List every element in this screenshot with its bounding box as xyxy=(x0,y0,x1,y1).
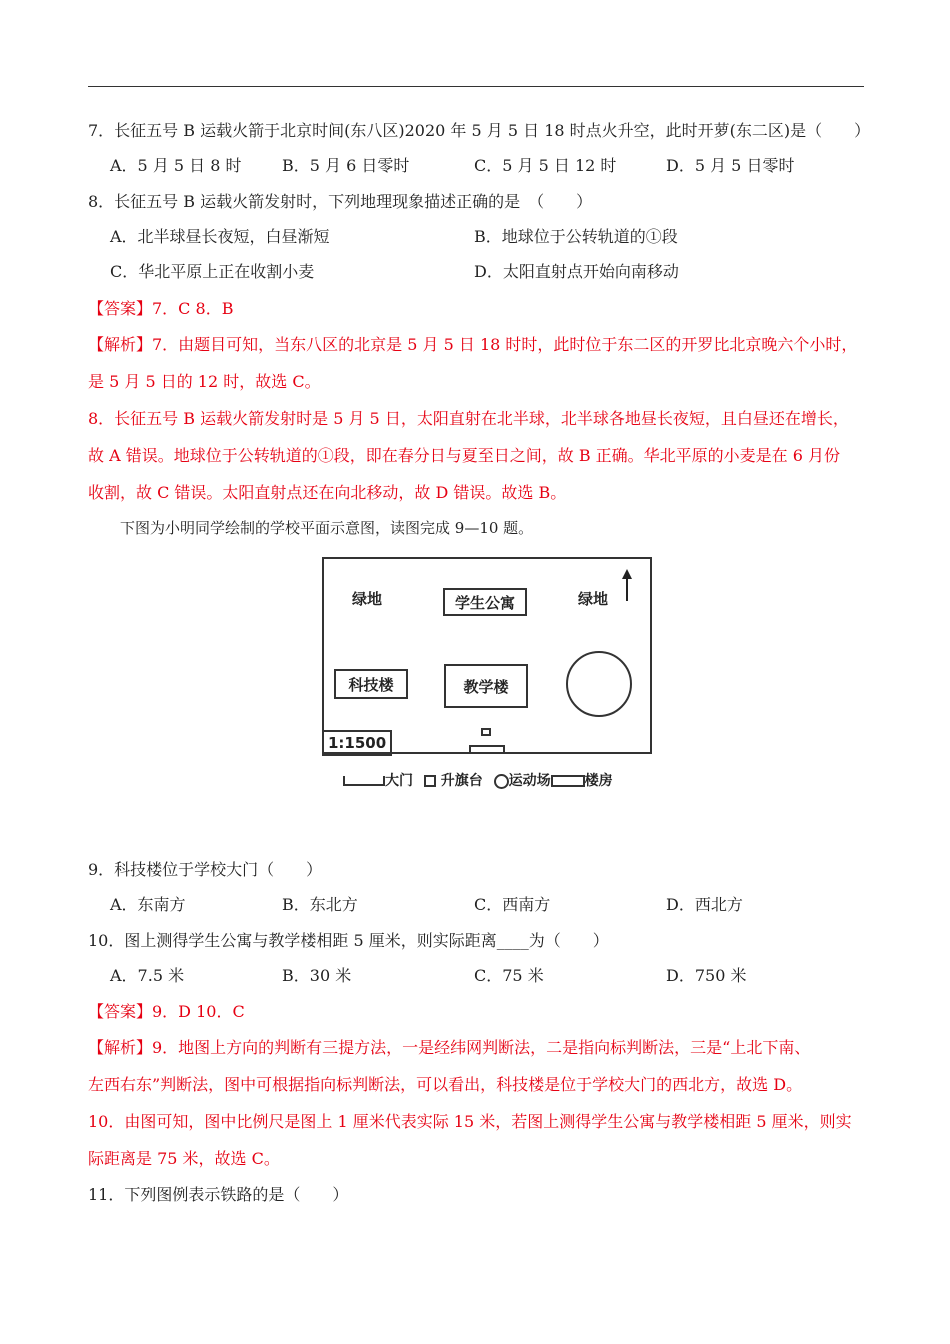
green-area-left: 绿地 xyxy=(352,590,383,608)
q10-option-a: A．7.5 米 xyxy=(110,966,185,985)
q7-option-a: A．5 月 5 日 8 时 xyxy=(110,156,242,175)
analysis-9-10-line3: 10．由图可知，图中比例尺是图上 1 厘米代表实际 15 米，若图上测得学生公寓与教学楼相距 5 厘米，则实 xyxy=(88,1112,852,1131)
header-rule xyxy=(88,86,864,87)
question-8-stem: 8．长征五号 B 运载火箭发射时，下列地理现象描述正确的是 （ ） xyxy=(88,192,593,211)
q10-option-d: D．750 米 xyxy=(666,966,747,985)
q8-option-b: B．地球位于公转轨道的①段 xyxy=(474,227,678,246)
q9-option-a: A．东南方 xyxy=(110,895,186,914)
north-arrow-icon xyxy=(620,567,634,603)
analysis-7-8-line4: 故 A 错误。地球位于公转轨道的①段，即在春分日与夏至日之间，故 B 正确。华北平原的小麦是在 6 月份 xyxy=(88,446,841,465)
gate-legend-icon xyxy=(343,776,385,786)
question-11-stem: 11．下列图例表示铁路的是（ ） xyxy=(88,1185,349,1204)
q8-option-c: C．华北平原上正在收割小麦 xyxy=(110,262,315,281)
school-map xyxy=(322,557,652,754)
question-7-stem: 7．长征五号 B 运载火箭于北京时间(东八区)2020 年 5 月 5 日 18 时点火升空，此时开萝(东二区)是（ ） xyxy=(88,121,871,140)
analysis-9-10-line4: 际距离是 75 米，故选 C。 xyxy=(88,1149,280,1168)
sports-field xyxy=(566,651,632,717)
flag-legend-icon xyxy=(424,775,436,787)
flag-platform xyxy=(481,728,491,736)
legend-gate: 大门 xyxy=(385,773,413,789)
analysis-9-10-line1: 【解析】9．地图上方向的判断有三提方法，一是经纬网判断法，二是指向标判断法，三是“上北下南、 xyxy=(88,1038,811,1057)
teaching-building xyxy=(444,664,528,708)
legend-field: 运动场 xyxy=(508,773,551,789)
q9-option-d: D．西北方 xyxy=(666,895,743,914)
field-legend-icon xyxy=(494,774,509,789)
map-legend xyxy=(343,770,613,790)
legend-flag: 升旗台 xyxy=(440,773,483,789)
analysis-7-8-line1: 【解析】7．由题目可知，当东八区的北京是 5 月 5 日 18 时时，此时位于东二区的开罗比北京晚六个小时， xyxy=(88,335,858,354)
q9-option-c: C．西南方 xyxy=(474,895,551,914)
answer-7-8: 【答案】7．C 8．B xyxy=(88,299,234,318)
q10-option-c: C．75 米 xyxy=(474,966,544,985)
q9-option-b: B．东北方 xyxy=(282,895,358,914)
question-10-stem: 10．图上测得学生公寓与教学楼相距 5 厘米，则实际距离____为（ ） xyxy=(88,931,609,950)
green-area-right: 绿地 xyxy=(578,590,609,608)
analysis-9-10-line2: 左西右东”判断法，图中可根据指向标判断法，可以看出，科技楼是位于学校大门的西北方，故选 D。 xyxy=(88,1075,803,1094)
scale-box xyxy=(322,730,392,756)
answer-9-10: 【答案】9．D 10．C xyxy=(88,1002,245,1021)
analysis-7-8-line2: 是 5 月 5 日的 12 时，故选 C。 xyxy=(88,372,321,391)
building-legend-icon xyxy=(551,775,585,787)
question-9-stem: 9．科技楼位于学校大门（ ） xyxy=(88,860,323,879)
map-intro: 下图为小明同学绘制的学校平面示意图，读图完成 9—10 题。 xyxy=(120,519,534,537)
q7-option-b: B．5 月 6 日零时 xyxy=(282,156,410,175)
analysis-7-8-line3: 8．长征五号 B 运载火箭发射时是 5 月 5 日，太阳直射在北半球，北半球各地昼长夜短，且白昼还在增长， xyxy=(88,409,849,428)
q10-option-b: B．30 米 xyxy=(282,966,352,985)
q8-option-a: A．北半球昼长夜短，白昼渐短 xyxy=(110,227,330,246)
legend-building: 楼房 xyxy=(584,773,613,789)
dorm-building xyxy=(443,588,527,616)
teaching-label: 教学楼 xyxy=(463,677,509,696)
q7-option-d: D．5 月 5 日零时 xyxy=(666,156,795,175)
q8-option-d: D．太阳直射点开始向南移动 xyxy=(474,262,679,281)
analysis-7-8-line5: 收割，故 C 错误。太阳直射点还在向北移动，故 D 错误。故选 B。 xyxy=(88,483,567,502)
dorm-label: 学生公寓 xyxy=(454,593,515,612)
science-label: 科技楼 xyxy=(348,675,394,694)
scale-label: 1:1500 xyxy=(328,734,387,752)
q7-option-c: C．5 月 5 日 12 时 xyxy=(474,156,617,175)
science-building xyxy=(334,669,408,699)
school-gate xyxy=(469,745,505,752)
